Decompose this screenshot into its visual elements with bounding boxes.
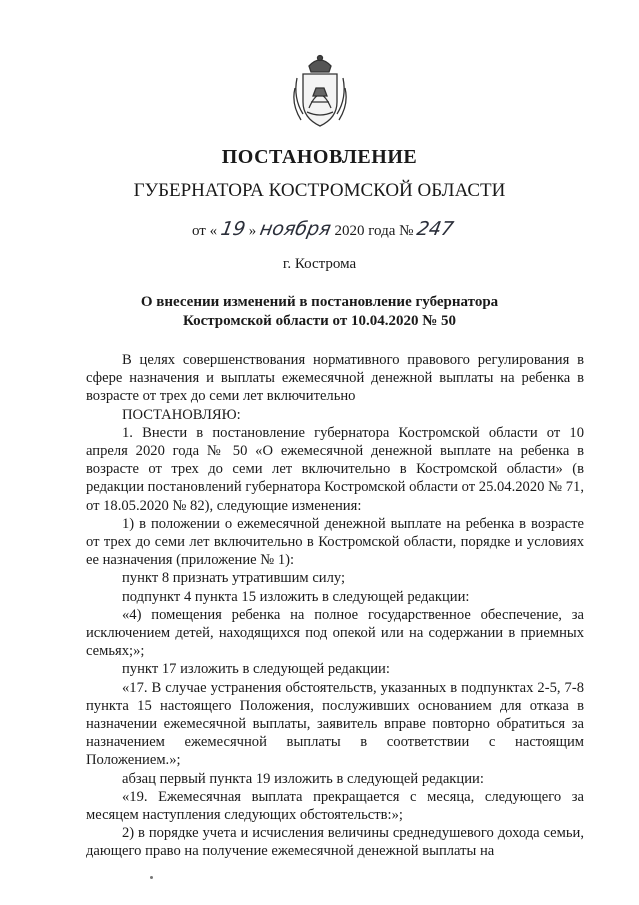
date-month-handwritten: ноября [258,218,333,240]
paragraph-subpoint-4-text: «4) помещения ребенка на полное государственное обеспечение, за исключением детей, находящихся под опекой или на содержании в приемных семьях;»; [86,606,584,660]
city-name: г. Кострома [282,256,357,272]
heading-line-2: Костромской области от 10.04.2020 № 50 [182,313,457,329]
date-close-quote: » [248,223,257,239]
coat-of-arms-emblem [291,52,349,132]
paragraph-point-8: пункт 8 признать утратившим силу; [122,570,346,587]
scan-speck [150,876,153,879]
document-heading [0,293,639,331]
paragraph-subitem-1: 1) в положении о ежемесячной денежной выплате на ребенка в возрасте от трех до семи лет включительно в Костромской области, порядке и условиях ее назначения (приложение № 1): [86,515,584,569]
paragraph-point-17: пункт 17 изложить в следующей редакции: [122,661,390,678]
paragraph-subitem-2: 2) в порядке учета и исчисления величины среднедушевого дохода семьи, дающего право на получение ежемесячной денежной выплаты на [86,825,584,860]
document-body [86,351,584,861]
document-title: ПОСТАНОВЛЕНИЕ [221,146,418,168]
number-sign: № [399,223,414,239]
date-line [192,218,456,240]
date-day-handwritten: 19 [218,218,247,240]
paragraph-subpoint-4: подпункт 4 пункта 15 изложить в следующей редакции: [122,588,470,605]
document-subtitle: ГУБЕРНАТОРА КОСТРОМСКОЙ ОБЛАСТИ [133,180,506,201]
paragraph-point-17-text: «17. В случае устранения обстоятельств, указанных в подпунктах 2-5, 7-8 пункта 15 настоящего Положения, послуживших основанием для отказа в назначении ежемесячной выплаты, заявитель вправе повторно обратиться за назначением ежемесячной выплаты в соответствии с настоящим Положением.»; [86,679,584,769]
paragraph-preamble: В целях совершенствования нормативного правового регулирования в сфере назначения и выплаты ежемесячной денежной выплаты на ребенка в возрасте от трех до семи лет включительно [86,352,584,405]
paragraph-item-1: 1. Внести в постановление губернатора Костромской области от 10 апреля 2020 года № 50 «О ежемесячной денежной выплате на ребенка в возрасте от трех до семи лет включительно в Костромской области» (в редакции постановлений губернатора Костромской области от 25.04.2020 № 71, от 18.05.2020 № 82), следующие изменения: [86,424,584,514]
paragraph-point-19-text: «19. Ежемесячная выплата прекращается с месяца, следующего за месяцем наступления следующих обстоятельств:»; [86,788,584,824]
paragraph-decree: ПОСТАНОВЛЯЮ: [122,406,241,423]
date-prefix: от « [192,223,218,239]
paragraph-point-19: абзац первый пункта 19 изложить в следующей редакции: [122,770,484,787]
heading-line-1: О внесении изменений в постановление губернатора [140,294,499,310]
date-year: 2020 года [334,223,396,239]
document-number-handwritten: 247 [415,218,456,240]
